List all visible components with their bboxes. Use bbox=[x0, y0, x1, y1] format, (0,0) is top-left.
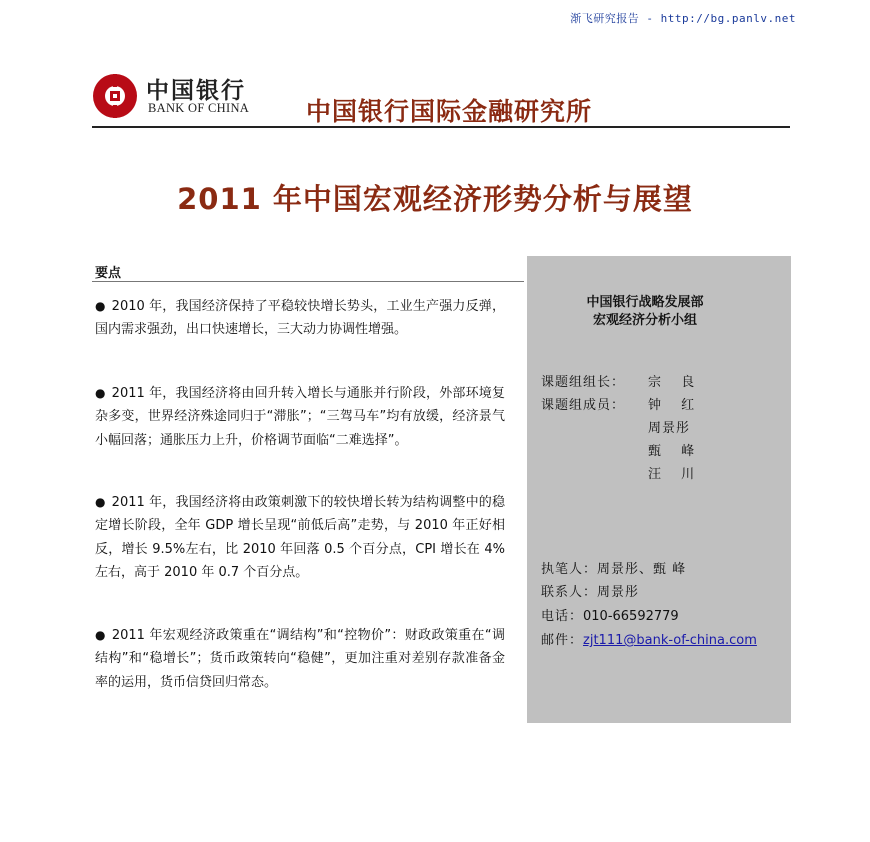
member-name: 周景彤 bbox=[648, 421, 691, 436]
leader-name: 宗 良 bbox=[648, 375, 703, 390]
bullet-icon: ● bbox=[95, 299, 106, 313]
bullet-icon: ● bbox=[95, 386, 106, 400]
contact-label: 联系人： bbox=[541, 585, 598, 600]
bank-of-china-emblem-icon bbox=[93, 74, 137, 118]
key-point-text: 2010 年，我国经济保持了平稳较快增长势头，工业生产强力反弹，国内需求强劲，出口快速增长，三大动力协调性增强。 bbox=[95, 299, 505, 338]
member-name: 甄 峰 bbox=[648, 444, 703, 459]
key-point-text: 2011 年宏观经济政策重在“调结构”和“控物价”：财政政策重在“调结构”和“稳增长”；货币政策转向“稳健”，更加注重对差别存款准备金率的运用，货币信贷回归常态。 bbox=[95, 628, 505, 690]
bank-name-en: BANK OF CHINA bbox=[148, 101, 250, 115]
institute-name: 中国银行国际金融研究所 bbox=[306, 97, 593, 126]
member-name: 钟 红 bbox=[648, 398, 703, 413]
email-label: 邮件： bbox=[541, 633, 584, 648]
bullet-icon: ● bbox=[95, 495, 106, 509]
member-name: 汪 川 bbox=[648, 467, 703, 482]
key-point-2 bbox=[95, 382, 505, 452]
header-divider bbox=[92, 126, 790, 128]
report-title: 2011 年中国宏观经济形势分析与展望 bbox=[177, 182, 693, 216]
key-point-text: 2011 年，我国经济将由回升转入增长与通胀并行阶段，外部环境复杂多变，世界经济殊途同归于“滞胀”；“三驾马车”均有放缓，经济景气小幅回落；通胀压力上升，价格调节面临“二难选择”。 bbox=[95, 386, 505, 448]
key-points-heading: 要点 bbox=[95, 266, 122, 281]
key-point-3 bbox=[95, 491, 505, 584]
members-label: 课题组成员： bbox=[541, 398, 626, 413]
phone-value: 010-66592779 bbox=[583, 609, 679, 624]
department-name: 中国银行战略发展部 bbox=[586, 295, 704, 310]
leader-label: 课题组组长： bbox=[541, 375, 626, 390]
author-row bbox=[541, 558, 686, 577]
bank-logo bbox=[90, 70, 300, 122]
key-point-1 bbox=[95, 295, 505, 342]
email-row bbox=[541, 629, 757, 648]
key-points-divider bbox=[92, 281, 524, 282]
source-watermark-note: 渐飞研究报告 - http://bg.panlv.net bbox=[570, 12, 796, 25]
key-point-4 bbox=[95, 624, 505, 694]
email-link[interactable]: zjt111@bank-of-china.com bbox=[583, 633, 757, 648]
key-point-text: 2011 年，我国经济将由政策刺激下的较快增长转为结构调整中的稳定增长阶段，全年 GDP 增长呈现“前低后高”走势，与 2010 年正好相反，增长 9.5%左右，比 2010 年回落 0.5 个百分点，CPI 增长在 4%左右，高于 2010 年 0.7 个百分点。 bbox=[95, 495, 505, 580]
author-value: 周景彤、甄 峰 bbox=[597, 562, 687, 577]
phone-label: 电话： bbox=[541, 609, 584, 624]
bank-name-cn: 中国银行 bbox=[146, 77, 246, 104]
contact-row bbox=[541, 581, 639, 600]
team-name: 宏观经济分析小组 bbox=[592, 313, 697, 328]
bullet-icon: ● bbox=[95, 628, 106, 642]
contact-value: 周景彤 bbox=[597, 585, 640, 600]
author-label: 执笔人： bbox=[541, 562, 598, 577]
phone-row bbox=[541, 605, 679, 624]
